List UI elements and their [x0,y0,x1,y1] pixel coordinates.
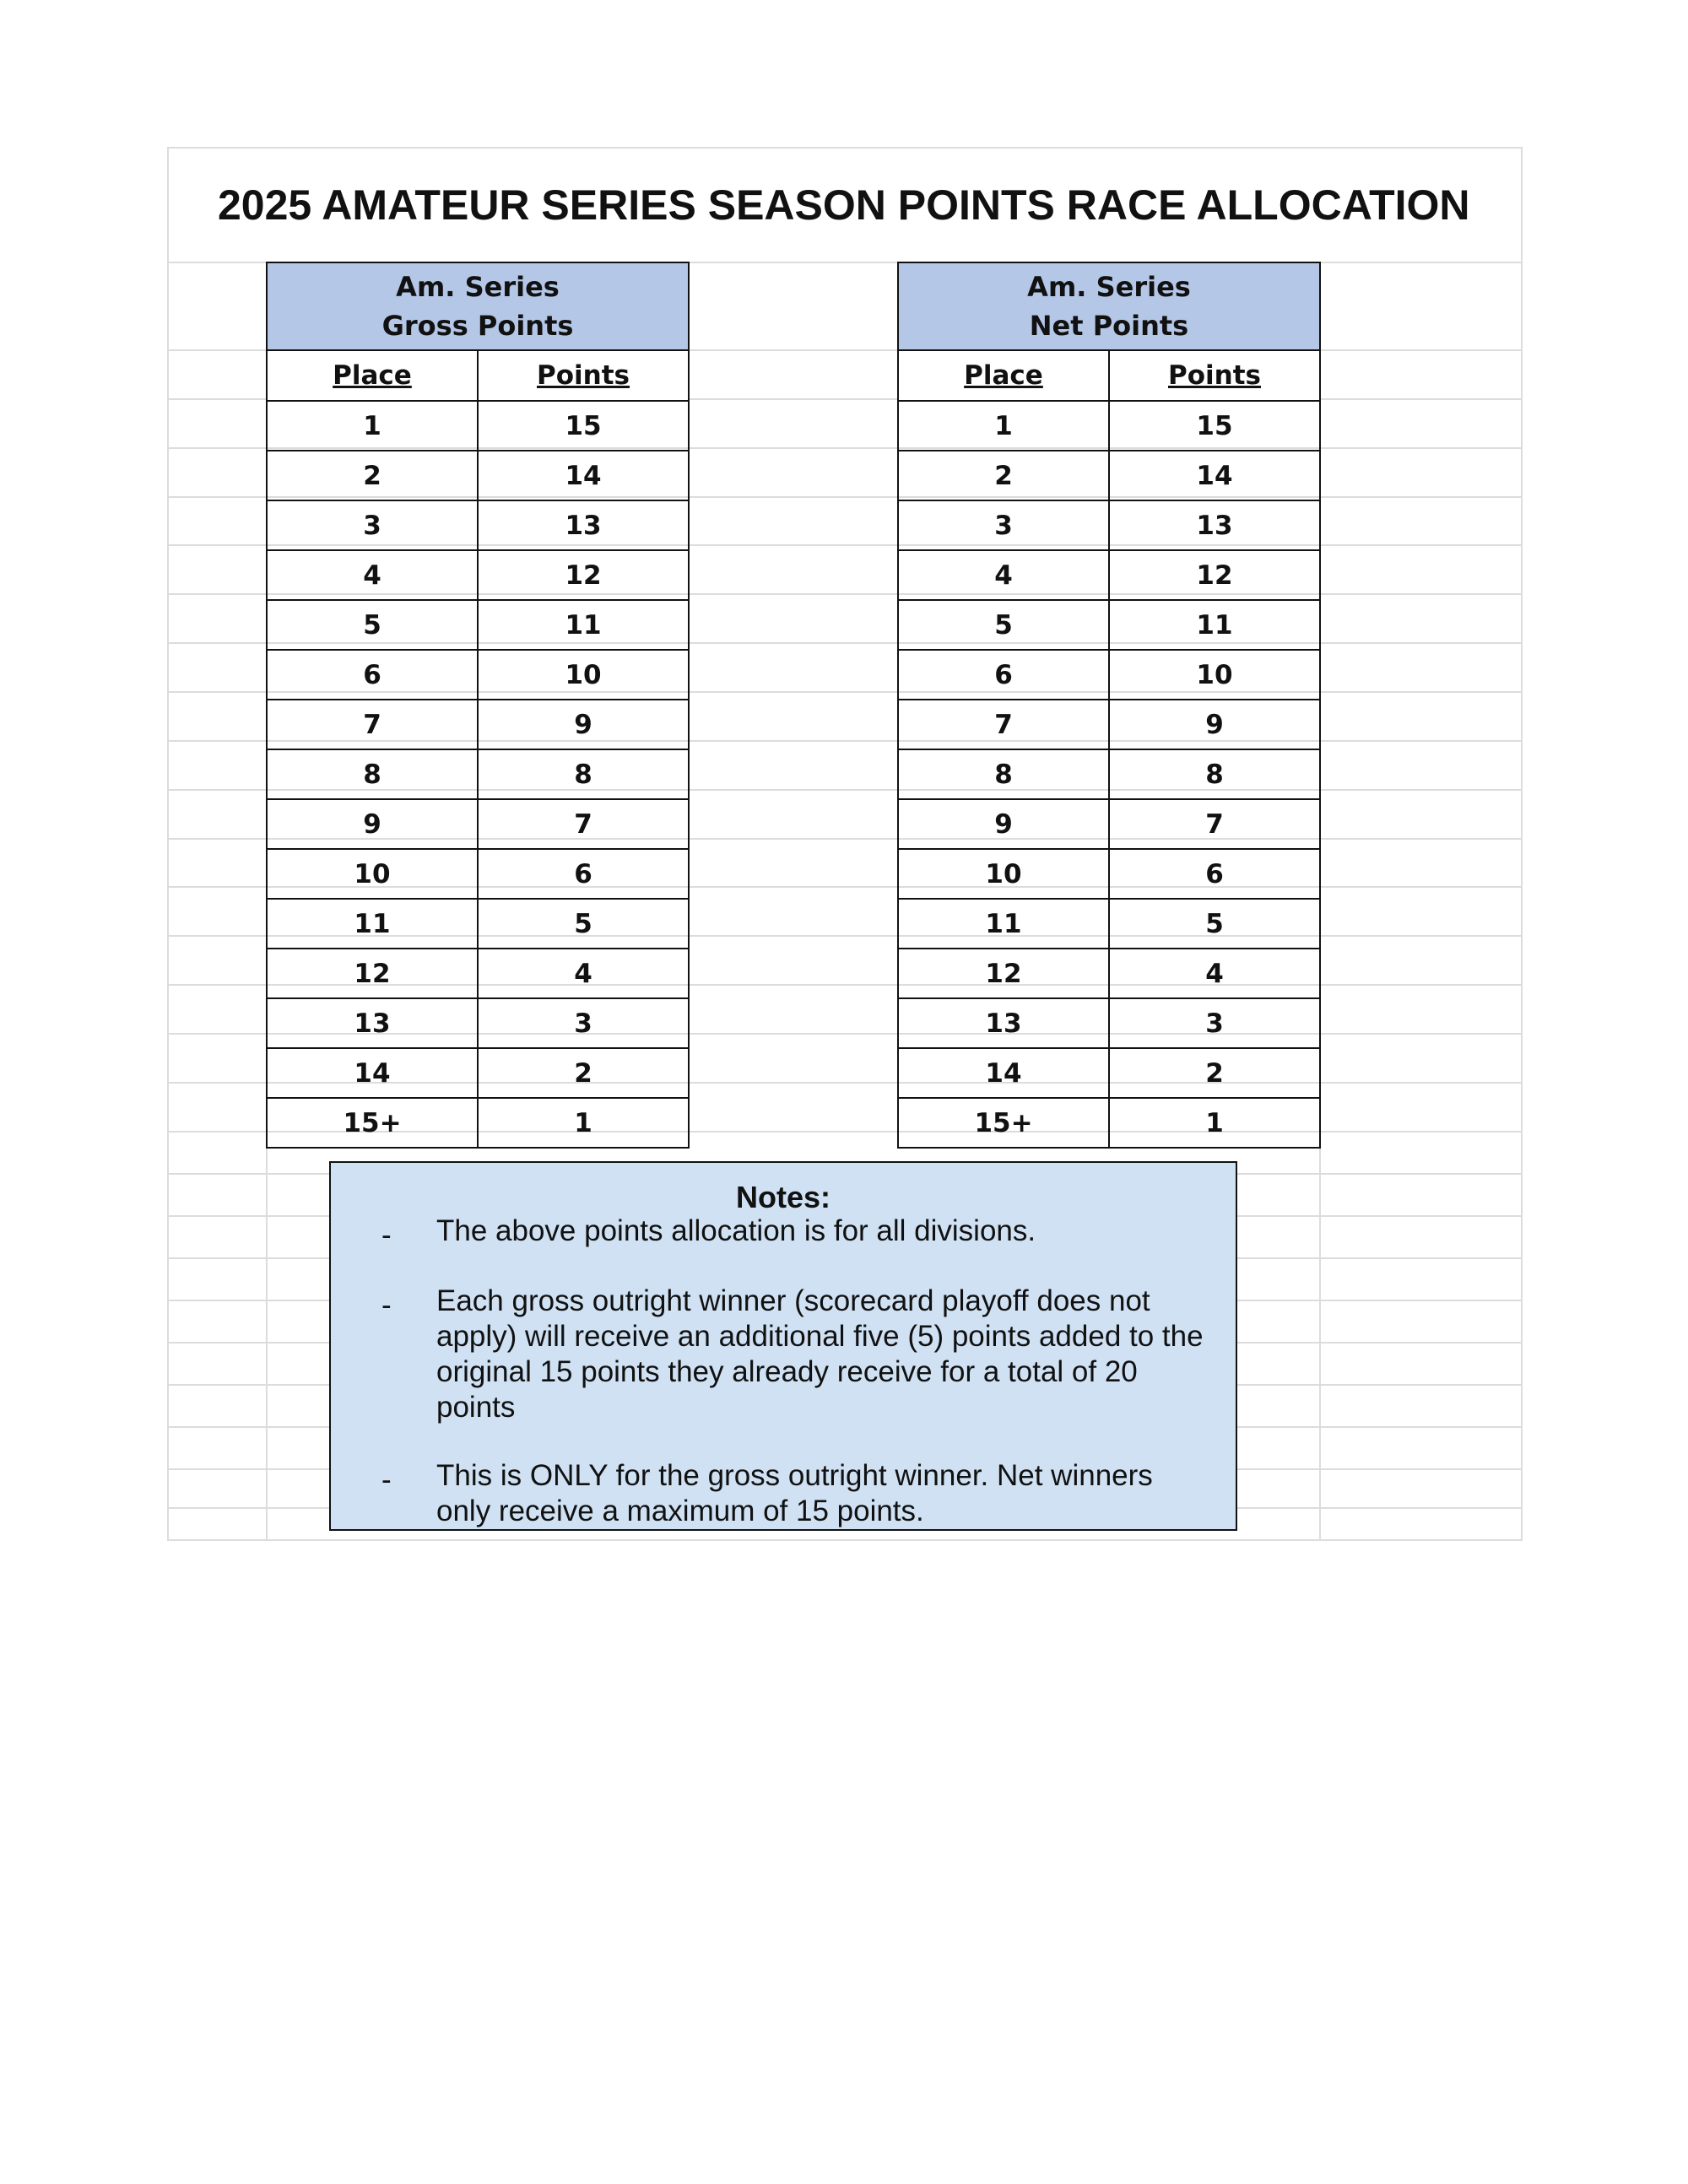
net-table-row [898,849,1320,899]
gross-cell-points: 4 [478,949,689,998]
gross-points-table [266,262,690,1149]
net-table-row [898,500,1320,550]
gross-table-row [267,749,689,799]
gross-table-row [267,600,689,650]
net-header-line2: Net Points [1029,310,1189,342]
gross-cell-points: 14 [478,451,689,500]
net-table-row [898,700,1320,749]
net-cell-place: 4 [898,550,1109,600]
gross-table-row [267,550,689,600]
gross-col-points: Points [478,350,689,401]
note-bullet: - [381,1463,392,1496]
gross-cell-points: 6 [478,849,689,899]
gross-table-row [267,799,689,849]
net-table-row [898,451,1320,500]
gross-table-row [267,500,689,550]
net-cell-place: 10 [898,849,1109,899]
gross-cell-points: 3 [478,998,689,1048]
gross-cell-place: 11 [267,899,478,949]
net-cell-points: 14 [1109,451,1320,500]
gross-table-row [267,998,689,1048]
gross-cell-place: 9 [267,799,478,849]
note-item: The above points allocation is for all divisions. [436,1214,1036,1247]
gross-cell-points: 1 [478,1098,689,1148]
net-table-header [898,262,1320,350]
gross-cell-place: 5 [267,600,478,650]
gross-cell-points: 10 [478,650,689,700]
note-bullet: - [381,1219,392,1251]
gross-table-row [267,700,689,749]
gross-cell-points: 11 [478,600,689,650]
net-cell-place: 1 [898,401,1109,451]
note-item: This is ONLY for the gross outright winner. Net winners only receive a maximum of 15 points. [436,1459,1153,1527]
gross-cell-place: 10 [267,849,478,899]
net-cell-place: 9 [898,799,1109,849]
net-cell-place: 3 [898,500,1109,550]
gross-cell-place: 3 [267,500,478,550]
gross-table-row [267,899,689,949]
gross-table-row [267,1098,689,1148]
net-cell-place: 15+ [898,1098,1109,1148]
net-cell-place: 5 [898,600,1109,650]
gross-cell-points: 5 [478,899,689,949]
gross-cell-place: 15+ [267,1098,478,1148]
net-cell-place: 7 [898,700,1109,749]
gross-cell-place: 1 [267,401,478,451]
page-title: 2025 AMATEUR SERIES SEASON POINTS RACE ALLOCATION [218,181,1470,229]
net-cell-place: 6 [898,650,1109,700]
net-cell-place: 14 [898,1048,1109,1098]
gross-cell-points: 9 [478,700,689,749]
gross-table-row [267,401,689,451]
net-cell-points: 5 [1109,899,1320,949]
gross-table-row [267,1048,689,1098]
net-table-row [898,550,1320,600]
net-cell-place: 13 [898,998,1109,1048]
gross-cell-points: 2 [478,1048,689,1098]
notes-title: Notes: [735,1180,830,1214]
net-col-place: Place [898,350,1109,401]
note-item: Each gross outright winner (scorecard playoff does not apply) will receive an additional five (5) points added to the original 15 points they already receive for a total of 20 points [436,1284,1204,1424]
gross-table-row [267,650,689,700]
net-cell-points: 4 [1109,949,1320,998]
gross-cell-points: 13 [478,500,689,550]
gross-col-place: Place [267,350,478,401]
gross-cell-points: 15 [478,401,689,451]
net-table-row [898,799,1320,849]
notes-box [329,1161,1237,1531]
note-bullet: - [381,1289,392,1322]
net-cell-points: 1 [1109,1098,1320,1148]
gross-cell-place: 14 [267,1048,478,1098]
gross-cell-points: 8 [478,749,689,799]
gross-table-row [267,451,689,500]
net-cell-points: 7 [1109,799,1320,849]
net-cell-points: 10 [1109,650,1320,700]
net-table-row [898,401,1320,451]
gross-cell-place: 13 [267,998,478,1048]
net-cell-place: 11 [898,899,1109,949]
net-cell-points: 15 [1109,401,1320,451]
net-header-line1: Am. Series [1027,271,1191,303]
gross-table-row [267,949,689,998]
net-cell-points: 11 [1109,600,1320,650]
net-cell-points: 3 [1109,998,1320,1048]
gross-cell-place: 4 [267,550,478,600]
gross-cell-place: 2 [267,451,478,500]
net-cell-points: 9 [1109,700,1320,749]
net-cell-place: 8 [898,749,1109,799]
gross-header-line2: Gross Points [381,310,574,342]
gross-cell-place: 6 [267,650,478,700]
gross-cell-place: 12 [267,949,478,998]
net-table-row [898,650,1320,700]
net-table-row [898,749,1320,799]
net-points-table [897,262,1321,1149]
net-cell-points: 12 [1109,550,1320,600]
net-cell-points: 2 [1109,1048,1320,1098]
net-table-row [898,600,1320,650]
net-cell-points: 13 [1109,500,1320,550]
gross-header-line1: Am. Series [396,271,560,303]
net-table-row [898,998,1320,1048]
gross-cell-points: 7 [478,799,689,849]
net-table-row [898,1098,1320,1148]
gross-table-header [267,262,689,350]
net-cell-place: 2 [898,451,1109,500]
gross-cell-place: 8 [267,749,478,799]
net-cell-place: 12 [898,949,1109,998]
net-table-row [898,949,1320,998]
net-col-points: Points [1109,350,1320,401]
net-table-row [898,899,1320,949]
gross-cell-place: 7 [267,700,478,749]
gross-table-row [267,849,689,899]
net-table-row [898,1048,1320,1098]
net-cell-points: 8 [1109,749,1320,799]
gross-cell-points: 12 [478,550,689,600]
net-cell-points: 6 [1109,849,1320,899]
